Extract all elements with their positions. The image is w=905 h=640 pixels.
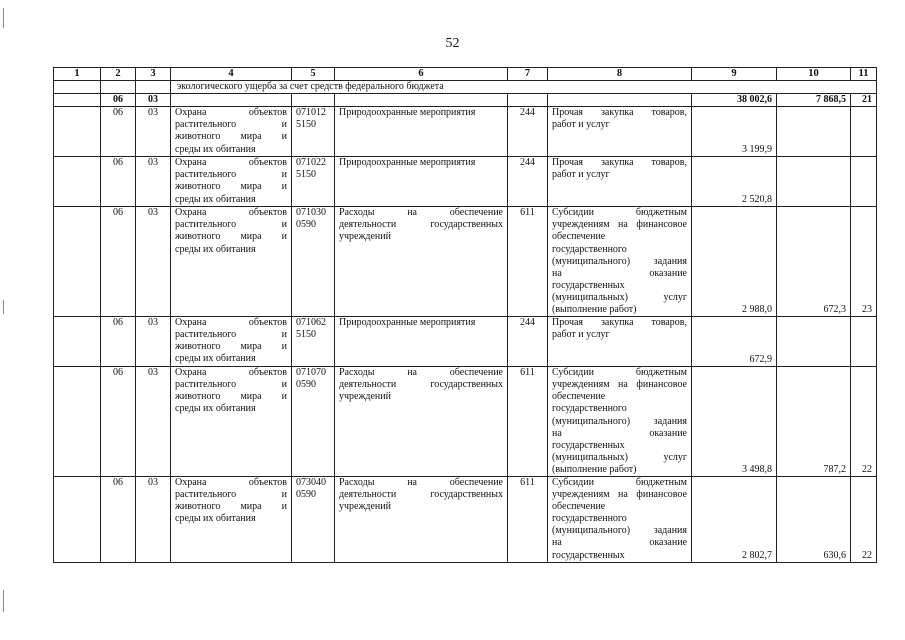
column-header: 1 (54, 68, 101, 81)
subtotal-percent: 21 (851, 94, 877, 107)
target-article-code-line: 071070 (296, 367, 326, 379)
empty-cell (54, 107, 101, 157)
expense-type-code: 611 (508, 476, 548, 562)
subsection-code: 03 (136, 317, 171, 367)
section-code: 06 (101, 367, 136, 477)
table-row (54, 207, 877, 317)
percent-col-11: 22 (851, 476, 877, 562)
expense-name-line: животного мира и (175, 501, 287, 513)
empty-cell (508, 94, 548, 107)
expense-type-name-line: Субсидии бюджетным (552, 476, 687, 488)
target-article-code (292, 317, 335, 367)
expense-type-code: 611 (508, 367, 548, 477)
expense-name (171, 107, 292, 157)
empty-cell (54, 367, 101, 477)
expense-type-name-line: государственных (552, 549, 625, 561)
target-article-code (292, 157, 335, 207)
target-article-code (292, 367, 335, 477)
header-row (54, 68, 877, 81)
target-article-code-line: 071022 (296, 157, 326, 169)
expense-name-line: Охрана объектов (175, 317, 287, 329)
column-header: 7 (508, 68, 548, 81)
continuation-title-row (54, 81, 877, 94)
article-purpose-line: учреждений (339, 231, 391, 243)
column-header: 10 (777, 68, 851, 81)
target-article-code-line: 0590 (296, 379, 316, 391)
column-header: 6 (335, 68, 508, 81)
amount-col-10: 672,3 (777, 207, 851, 317)
column-header: 5 (292, 68, 335, 81)
expense-type-name (548, 317, 692, 367)
expense-name-line: среды их обитания (175, 143, 256, 155)
amount-col-9: 2 520,8 (692, 157, 777, 207)
section-code: 06 (101, 107, 136, 157)
expense-name (171, 367, 292, 477)
target-article-code-line: 5150 (296, 119, 316, 131)
subsection-code: 03 (136, 476, 171, 562)
expense-name-line: растительного и (175, 379, 287, 391)
empty-cell (54, 94, 101, 107)
article-purpose (335, 476, 508, 562)
expense-type-code: 244 (508, 157, 548, 207)
column-header: 11 (851, 68, 877, 81)
expense-name-line: среды их обитания (175, 513, 256, 525)
target-article-code (292, 476, 335, 562)
target-article-code-line: 0590 (296, 489, 316, 501)
table-row (54, 317, 877, 367)
article-purpose-line: Природоохранные мероприятия (339, 107, 476, 119)
expense-name-line: среды их обитания (175, 243, 256, 255)
expense-type-name-line: на оказание (552, 427, 687, 439)
expense-type-name-line: работ и услуг (552, 119, 610, 131)
article-purpose-line: Природоохранные мероприятия (339, 317, 476, 329)
empty-cell (335, 94, 508, 107)
expense-name-line: растительного и (175, 169, 287, 181)
expense-type-name-line: работ и услуг (552, 169, 610, 181)
article-purpose-line: учреждений (339, 501, 391, 513)
expense-type-code: 244 (508, 107, 548, 157)
expense-name-line: Охрана объектов (175, 157, 287, 169)
expense-type-name-line: государственных (552, 439, 625, 451)
article-purpose (335, 157, 508, 207)
amount-col-10 (777, 107, 851, 157)
amount-col-9: 2 988,0 (692, 207, 777, 317)
expense-type-name-line: обеспечение (552, 231, 606, 243)
table-row (54, 157, 877, 207)
expense-type-name-line: государственного (552, 243, 627, 255)
article-purpose-line: Расходы на обеспечение (339, 476, 503, 488)
article-purpose-line: Расходы на обеспечение (339, 367, 503, 379)
amount-col-10 (777, 157, 851, 207)
expense-type-name-line: на оказание (552, 537, 687, 549)
expense-type-name-line: государственных (552, 279, 625, 291)
amount-col-9: 3 199,9 (692, 107, 777, 157)
empty-cell (101, 81, 136, 94)
expense-type-name-line: на оказание (552, 267, 687, 279)
expense-name-line: Охрана объектов (175, 367, 287, 379)
expense-name (171, 207, 292, 317)
expense-type-code: 611 (508, 207, 548, 317)
empty-cell (54, 81, 101, 94)
expense-type-name-line: (муниципального) задания (552, 415, 687, 427)
expense-name-line: среды их обитания (175, 193, 256, 205)
subsection-code: 03 (136, 207, 171, 317)
expense-type-name (548, 476, 692, 562)
expense-name-line: растительного и (175, 329, 287, 341)
subtotal-row (54, 94, 877, 107)
section-code: 06 (101, 476, 136, 562)
column-header: 2 (101, 68, 136, 81)
expense-type-name-line: (муниципальных) услуг (552, 291, 687, 303)
amount-col-10 (777, 317, 851, 367)
expense-type-name-line: Прочая закупка товаров, (552, 157, 687, 169)
column-header: 4 (171, 68, 292, 81)
target-article-code-line: 5150 (296, 169, 316, 181)
expense-type-name-line: Прочая закупка товаров, (552, 317, 687, 329)
expense-name-line: среды их обитания (175, 353, 256, 365)
empty-cell (292, 94, 335, 107)
subsection-code: 03 (136, 157, 171, 207)
expense-name (171, 476, 292, 562)
article-purpose-line: деятельности государственных (339, 379, 503, 391)
expense-name (171, 157, 292, 207)
expense-type-name-line: (выполнение работ) (552, 463, 637, 475)
expense-type-name-line: (муниципального) задания (552, 255, 687, 267)
empty-cell (54, 476, 101, 562)
empty-cell (136, 81, 171, 94)
expense-type-name-line: обеспечение (552, 391, 606, 403)
expense-name-line: Охрана объектов (175, 476, 287, 488)
expense-type-name (548, 107, 692, 157)
expense-name (171, 317, 292, 367)
subtotal-amount-10: 7 868,5 (777, 94, 851, 107)
target-article-code-line: 0590 (296, 219, 316, 231)
expense-name-line: растительного и (175, 219, 287, 231)
article-purpose-line: деятельности государственных (339, 219, 503, 231)
target-article-code-line: 5150 (296, 329, 316, 341)
table-row (54, 107, 877, 157)
empty-cell (54, 157, 101, 207)
budget-table (53, 67, 877, 563)
page-number: 52 (445, 36, 460, 51)
percent-col-11 (851, 317, 877, 367)
expense-type-name-line: государственного (552, 403, 627, 415)
article-purpose-line: Расходы на обеспечение (339, 207, 503, 219)
expense-type-name-line: (муниципальных) услуг (552, 451, 687, 463)
expense-type-name-line: Прочая закупка товаров, (552, 107, 687, 119)
percent-col-11 (851, 107, 877, 157)
target-article-code-line: 071012 (296, 107, 326, 119)
expense-type-name (548, 367, 692, 477)
empty-cell (54, 317, 101, 367)
expense-name-line: Охрана объектов (175, 107, 287, 119)
empty-cell (171, 94, 292, 107)
expense-type-name-line: учреждениям на финансовое (552, 379, 687, 391)
article-purpose (335, 317, 508, 367)
expense-type-name (548, 157, 692, 207)
percent-col-11: 23 (851, 207, 877, 317)
expense-type-name-line: работ и услуг (552, 329, 610, 341)
binding-mark-bottom (3, 590, 4, 612)
target-article-code (292, 207, 335, 317)
expense-type-code: 244 (508, 317, 548, 367)
column-header: 9 (692, 68, 777, 81)
column-header: 8 (548, 68, 692, 81)
target-article-code-line: 071062 (296, 317, 326, 329)
empty-cell (548, 94, 692, 107)
continuation-title: экологического ущерба за счет средств федерального бюджета (171, 81, 877, 94)
expense-type-name-line: государственного (552, 513, 627, 525)
percent-col-11: 22 (851, 367, 877, 477)
article-purpose-line: учреждений (339, 391, 391, 403)
target-article-code (292, 107, 335, 157)
article-purpose-line: деятельности государственных (339, 489, 503, 501)
subtotal-section: 06 (101, 94, 136, 107)
subtotal-amount-9: 38 002,6 (692, 94, 777, 107)
article-purpose-line: Природоохранные мероприятия (339, 157, 476, 169)
expense-name-line: среды их обитания (175, 403, 256, 415)
expense-name-line: животного мира и (175, 391, 287, 403)
target-article-code-line: 071030 (296, 207, 326, 219)
subtotal-subsection: 03 (136, 94, 171, 107)
section-code: 06 (101, 207, 136, 317)
amount-col-9: 672,9 (692, 317, 777, 367)
amount-col-9: 3 498,8 (692, 367, 777, 477)
binding-mark-middle (3, 300, 4, 314)
article-purpose (335, 207, 508, 317)
expense-name-line: растительного и (175, 489, 287, 501)
empty-cell (54, 207, 101, 317)
amount-col-9: 2 802,7 (692, 476, 777, 562)
amount-col-10: 787,2 (777, 367, 851, 477)
expense-name-line: Охрана объектов (175, 207, 287, 219)
amount-col-10: 630,6 (777, 476, 851, 562)
expense-name-line: животного мира и (175, 131, 287, 143)
expense-name-line: животного мира и (175, 341, 287, 353)
expense-name-line: животного мира и (175, 231, 287, 243)
subsection-code: 03 (136, 367, 171, 477)
expense-type-name-line: (муниципального) задания (552, 525, 687, 537)
expense-type-name-line: Субсидии бюджетным (552, 367, 687, 379)
article-purpose (335, 367, 508, 477)
expense-type-name-line: учреждениям на финансовое (552, 219, 687, 231)
expense-name-line: растительного и (175, 119, 287, 131)
subsection-code: 03 (136, 107, 171, 157)
table-row (54, 476, 877, 562)
column-header: 3 (136, 68, 171, 81)
expense-type-name (548, 207, 692, 317)
expense-name-line: животного мира и (175, 181, 287, 193)
binding-mark-top (3, 8, 4, 28)
section-code: 06 (101, 317, 136, 367)
section-code: 06 (101, 157, 136, 207)
percent-col-11 (851, 157, 877, 207)
expense-type-name-line: обеспечение (552, 501, 606, 513)
expense-type-name-line: (выполнение работ) (552, 304, 637, 316)
article-purpose (335, 107, 508, 157)
target-article-code-line: 073040 (296, 476, 326, 488)
table-row (54, 367, 877, 477)
expense-type-name-line: учреждениям на финансовое (552, 489, 687, 501)
expense-type-name-line: Субсидии бюджетным (552, 207, 687, 219)
